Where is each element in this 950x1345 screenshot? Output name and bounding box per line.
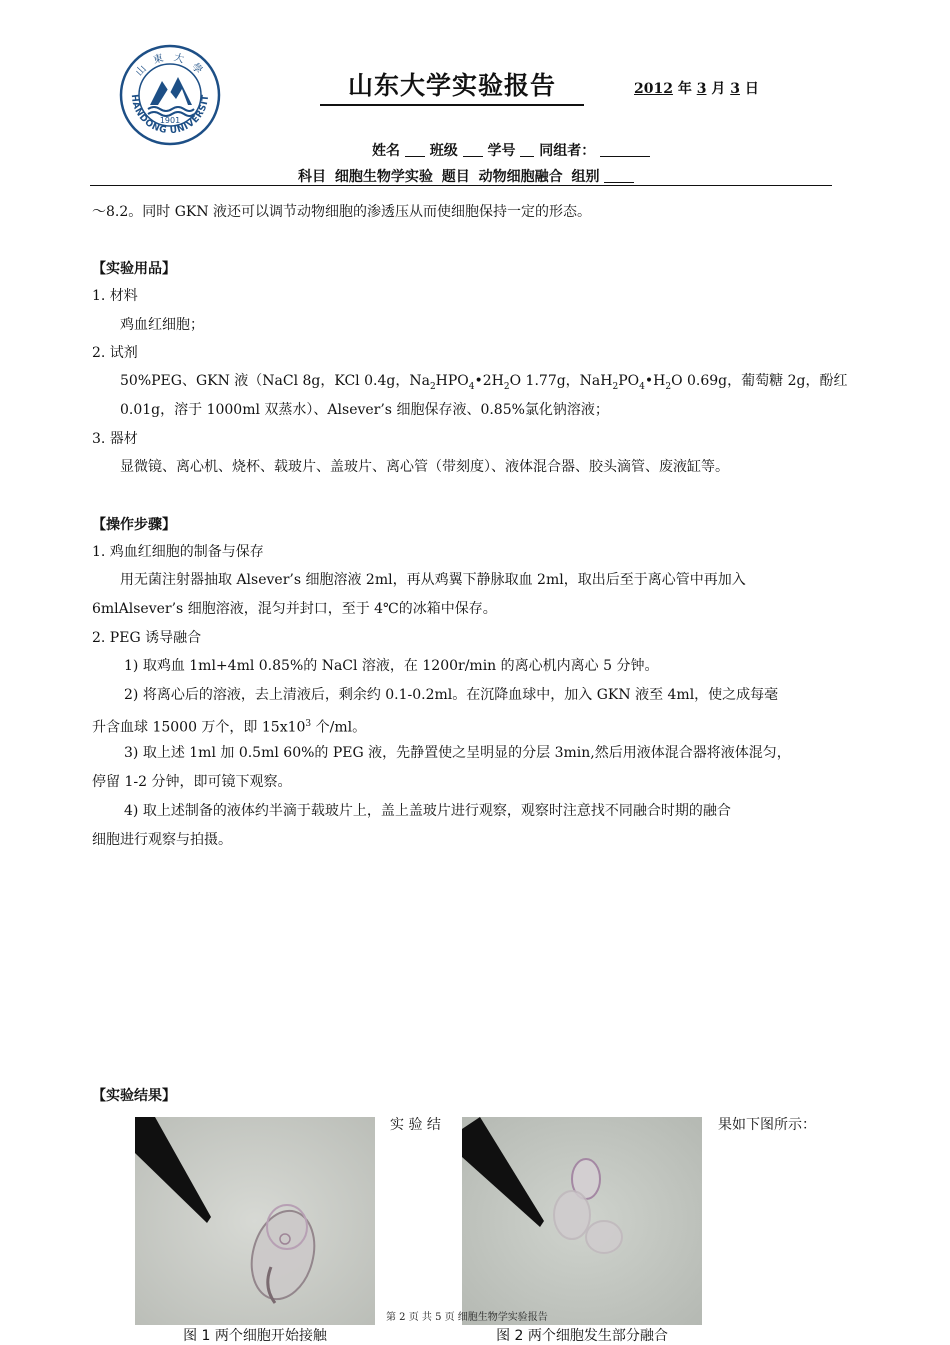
logo-ring-text: HANDONG UNIVERSIT — [128, 93, 212, 137]
reagents-text-part: •H — [644, 373, 666, 389]
micrograph-2 — [462, 1117, 702, 1325]
name-blank — [405, 142, 425, 157]
substep-2-line-2 — [92, 714, 366, 738]
substep-3-line-2: 停留 1-2 分钟，即可镜下观察。 — [92, 774, 292, 790]
steps-heading: 【操作步骤】 — [92, 517, 176, 533]
figure-1-caption: 图 1 两个细胞开始接触 — [183, 1328, 327, 1344]
subscript: 2 — [429, 381, 436, 392]
materials-item3-label: 3. 器材 — [92, 431, 138, 447]
reagents-text-part: O 0.69g，葡萄糖 2g，酚红 — [671, 373, 848, 389]
report-date — [634, 78, 759, 98]
date-month: 3 — [696, 81, 707, 97]
student-id-blank — [520, 142, 534, 157]
date-month-label: 月 — [711, 81, 726, 97]
subscript: 2 — [612, 381, 619, 392]
substep-2-line-1: 2) 将离心后的溶液，去上清液后，剩余约 0.1-0.2ml。在沉降血球中，加入 GKN 液至 4ml，使之成每毫 — [124, 687, 779, 703]
header-divider — [90, 185, 832, 186]
substep-3-line-1: 3) 取上述 1ml 加 0.5ml 60%的 PEG 液，先静置使之呈明显的分层 3min,然后用液体混合器将液体混匀， — [124, 745, 791, 761]
step1-label: 1. 鸡血红细胞的制备与保存 — [92, 544, 264, 560]
superscript: 3 — [305, 719, 312, 729]
partner-label: 同组者： — [539, 143, 596, 159]
materials-item1-text: 鸡血红细胞； — [120, 317, 204, 333]
intro-line: ～8.2。同时 GKN 液还可以调节动物细胞的渗透压从而使细胞保持一定的形态。 — [92, 204, 592, 220]
step1-line-1: 用无菌注射器抽取 Alsever’s 细胞溶液 2ml，再从鸡翼下静脉取血 2ml，取出后至于离心管中再加入 — [120, 572, 746, 588]
report-title: 山东大学实验报告 — [320, 66, 584, 106]
reagents-text-part: •2H — [474, 373, 504, 389]
topic-label: 题目 — [441, 169, 470, 185]
materials-heading: 【实验用品】 — [92, 261, 176, 277]
subscript: 2 — [503, 381, 510, 392]
subscript: 2 — [665, 381, 672, 392]
substep-4-line-1: 4) 取上述制备的液体约半滴于载玻片上，盖上盖玻片进行观察，观察时注意找不同融合时期的融合 — [124, 803, 731, 819]
logo-year: 1901 — [159, 116, 181, 125]
group-label: 组别 — [571, 169, 600, 185]
partner-blank — [600, 142, 650, 157]
equipment-text: 显微镜、离心机、烧杯、载玻片、盖玻片、离心管（带刻度）、液体混合器、胶头滴管、废液缸等。 — [120, 459, 729, 475]
substep-1: 1) 取鸡血 1ml+4ml 0.85%的 NaCl 溶液，在 1200r/min 的离心机内离心 5 分钟。 — [124, 658, 659, 674]
results-text-a: 实 验 结 — [390, 1117, 441, 1133]
date-day-label: 日 — [744, 81, 759, 97]
reagents-line-1 — [120, 371, 847, 397]
topic-value: 动物细胞融合 — [475, 169, 567, 186]
step1-line-2: 6mlAlsever’s 细胞溶液，混匀并封口，至于 4℃的冰箱中保存。 — [92, 601, 497, 617]
materials-item2-label: 2. 试剂 — [92, 345, 138, 361]
reagents-text-part: PO — [618, 373, 640, 389]
reagents-text-part: O 1.77g，NaH — [509, 373, 613, 389]
name-label: 姓名 — [372, 143, 400, 159]
subscript: 4 — [468, 381, 475, 392]
page-footer: 第 2 页 共 5 页 细胞生物学实验报告 — [386, 1312, 548, 1323]
group-blank — [604, 168, 634, 183]
logo-top-chars: 山 東 大 學 — [133, 52, 207, 79]
substep-2-text-part: 升含血球 15000 万个，即 15x10 — [92, 719, 306, 736]
date-year-label: 年 — [677, 81, 692, 97]
results-text-b: 果如下图所示： — [718, 1117, 816, 1133]
materials-item1-label: 1. 材料 — [92, 288, 138, 304]
figure-2-caption: 图 2 两个细胞发生部分融合 — [496, 1328, 668, 1344]
reagents-text-part: HPO — [435, 373, 469, 389]
micrograph-1 — [135, 1117, 375, 1325]
university-logo — [118, 43, 222, 147]
course-info-row — [298, 166, 634, 186]
subscript: 4 — [639, 381, 645, 392]
reagents-line-2: 0.01g，溶于 1000ml 双蒸水）、Alsever’s 细胞保存液、0.85%氯化钠溶液； — [120, 402, 609, 418]
reagents-text-part: 50%PEG、GKN 液（NaCl 8g，KCl 0.4g，Na — [120, 373, 430, 389]
date-day: 3 — [730, 81, 740, 97]
substep-2-text-part: 个/ml。 — [311, 719, 367, 736]
student-info-row — [372, 140, 650, 160]
subject-label: 科目 — [298, 169, 326, 185]
results-heading: 【实验结果】 — [92, 1088, 176, 1104]
substep-4-line-2: 细胞进行观察与拍摄。 — [92, 832, 232, 848]
date-year: 2012 — [634, 81, 673, 97]
student-id-label: 学号 — [487, 143, 516, 159]
subject-value: 细胞生物学实验 — [331, 169, 437, 186]
step2-label: 2. PEG 诱导融合 — [92, 630, 202, 646]
class-label: 班级 — [429, 143, 458, 159]
class-blank — [463, 142, 483, 157]
